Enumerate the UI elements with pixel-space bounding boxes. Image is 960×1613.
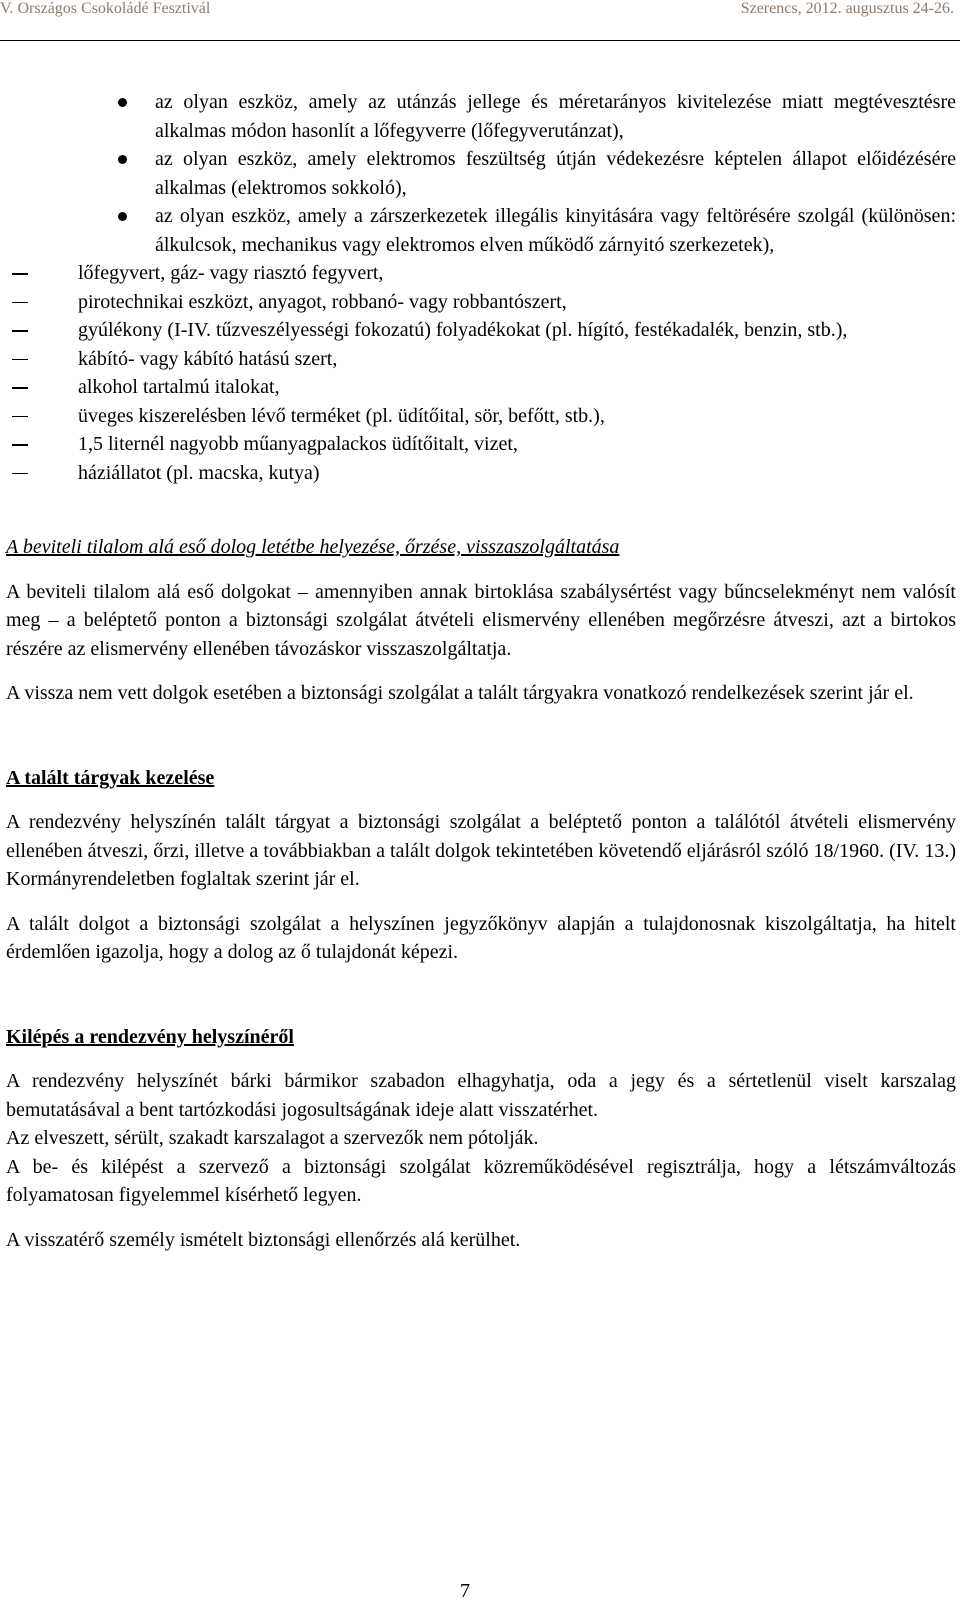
header-title: V. Országos Csokoládé Fesztivál [0, 0, 211, 17]
bullet-icon [118, 212, 127, 221]
document-body [6, 88, 956, 1254]
dash-icon [12, 330, 28, 332]
page-number: 7 [460, 1580, 470, 1602]
header-date-location: Szerencs, 2012. augusztus 24-26. [740, 0, 954, 17]
section-heading-found-items: A talált tárgyak kezelése [6, 766, 215, 789]
paragraph: Az elveszett, sérült, szakadt karszalagot a szervezők nem pótolják. [6, 1127, 539, 1149]
paragraph: A be- és kilépést a szervező a biztonsági szolgálat közreműködésével regisztrálja, hogy a létszámváltozás folyamatosan figyelemmel kísérhető legyen. [6, 1155, 956, 1206]
paragraph: A rendezvény helyszínét bárki bármikor szabadon elhagyhatja, oda a jegy és a sértetlenül viselt karszalag bemutatásával a bent tartózkodási jogosultságának ideje alatt visszatérhet. [6, 1070, 956, 1121]
dash-icon [12, 473, 28, 475]
paragraph: A rendezvény helyszínén talált tárgyat a biztonsági szolgálat a beléptető ponton a találótól átvételi elismervény ellenében átveszi, őrzi, illetve a továbbiakban a talált dolgok tekintetében követendő eljárásról szóló 18/1960. (IV. 13.) Kormányrendeletben foglaltak szerint jár el. [6, 811, 956, 890]
paragraph: A beviteli tilalom alá eső dolgokat – amennyiben annak birtoklása szabálysértést vagy bűncselekményt nem valósít meg – a beléptető ponton a biztonsági szolgálat átvételi elismervény ellenében megőrzésre átveszi, azt a birtokos részére az elismervény ellenében távozáskor visszaszolgáltatja. [6, 580, 956, 660]
list-item: pirotechnikai eszközt, anyagot, robbanó- vagy robbantószert, [6, 288, 956, 317]
list-item: üveges kiszerelésben lévő terméket (pl. üdítőital, sör, befőtt, stb.), [6, 402, 956, 431]
paragraph: A visszatérő személy ismételt biztonsági ellenőrzés alá kerülhet. [6, 1228, 521, 1251]
dash-icon [12, 302, 28, 304]
paragraph: A talált dolgot a biztonsági szolgálat a helyszínen jegyzőkönyv alapján a tulajdonosnak kiszolgáltatja, ha hitelt érdemlően igazolja, hogy a dolog az ő tulajdonát képezi. [6, 912, 956, 963]
list-item: háziállatot (pl. macska, kutya) [6, 459, 956, 488]
dash-icon [12, 387, 28, 389]
list-item: gyúlékony (I-IV. tűzveszélyességi fokozatú) folyadékokat (pl. hígító, festékadalék, benzin, stb.), [6, 316, 956, 345]
bullet-icon [118, 155, 127, 164]
dash-icon [12, 444, 28, 446]
list-item: az olyan eszköz, amely a zárszerkezetek illegális kinyitására vagy feltörésére szolgál (különösen: álkulcsok, mechanikus vagy elektromos elven működő zárnyitó szerkezetek), [6, 202, 956, 259]
section-heading-deposit: A beviteli tilalom alá eső dolog letétbe helyezése, őrzése, visszaszolgáltatása [6, 536, 620, 558]
dash-icon [12, 416, 28, 418]
page-header [0, 0, 960, 41]
paragraph: A vissza nem vett dolgok esetében a biztonsági szolgálat a talált tárgyakra vonatkozó rendelkezések szerint jár el. [6, 682, 914, 704]
list-item: alkohol tartalmú italokat, [6, 373, 956, 402]
bullet-list [6, 88, 956, 259]
list-item: az olyan eszköz, amely elektromos feszültség útján védekezésre képtelen állapot előidézésére alkalmas (elektromos sokkoló), [6, 145, 956, 202]
dash-icon [12, 359, 28, 361]
section-heading-exit: Kilépés a rendezvény helyszínéről [6, 1025, 294, 1048]
bullet-icon [118, 98, 127, 107]
list-item: 1,5 liternél nagyobb műanyagpalackos üdítőitalt, vizet, [6, 430, 956, 459]
list-item: kábító- vagy kábító hatású szert, [6, 345, 956, 374]
dash-list [6, 259, 956, 487]
list-item: az olyan eszköz, amely az utánzás jellege és méretarányos kivitelezése miatt megtévesztésre alkalmas módon hasonlít a lőfegyverre (lőfegyverutánzat), [6, 88, 956, 145]
list-item: lőfegyvert, gáz- vagy riasztó fegyvert, [6, 259, 956, 288]
dash-icon [12, 273, 28, 275]
